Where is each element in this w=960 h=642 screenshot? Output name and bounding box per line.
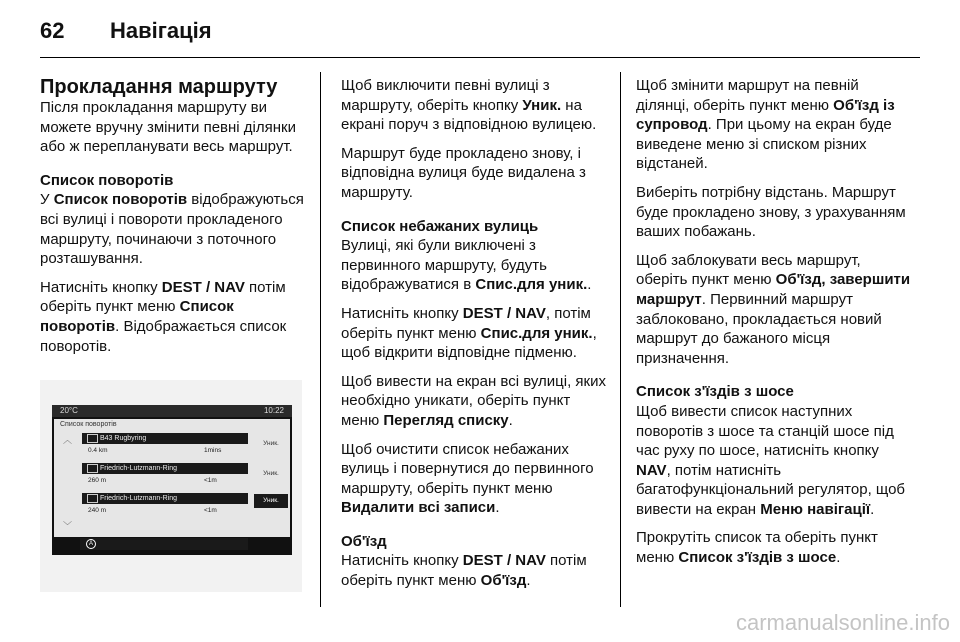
turn-row-name[interactable]: Friedrich-Lutzmann-Ring [82,493,248,504]
paragraph: Маршрут буде прокладено знову, і відповідна вулиця буде видалена з маршруту. [341,144,586,201]
paragraph: Щоб змінити маршрут на певній ділянці, оберіть пункт меню Об'їзд із супровод. При цьому на екран буде виведене меню зі списком різних відстаней. [636,77,895,173]
turn-time: <1m [204,477,217,484]
paragraph: Щоб вивести список наступних поворотів з шосе та станцій шосе під час руху по шосе, натисніть кнопку NAV, потім натисніть багатофункціональний регулятор, щоб вивести на екран Меню навігації. [636,402,906,518]
paragraph: Щоб вивести на екран всі вулиці, яких необхідно уникати, оберіть пункт меню Перегляд списку. [341,372,606,429]
chevron-up-icon[interactable]: ︿ [63,435,73,445]
infotainment-screen [52,405,292,555]
column-2 [341,76,609,591]
column-1 [40,76,305,356]
turn-row-name[interactable]: B43 Rugbyring [82,433,248,444]
page-header [40,18,212,44]
chevron-down-icon[interactable]: ﹀ [63,521,73,531]
paragraph: Вулиці, які були виключені з первинного маршруту, будуть відображуватися в Спис.для уник.. [341,237,592,294]
paragraph: Щоб виключити певні вулиці з маршруту, оберіть кнопку Уник. на екрані поруч з відповідною вулицею. [341,77,597,134]
section-heading: Прокладання маршруту [40,76,278,98]
temperature: 20°C [60,406,78,415]
turn-time: 1mins [204,447,222,454]
watermark: carmanualsonline.info [735,610,950,635]
turn-distance: 0.4 km [88,447,108,454]
turn-distance: 260 m [88,477,107,484]
paragraph: Натисніть кнопку DEST / NAV, потім оберіть пункт меню Спис.для уник., щоб відкрити відповідне підменю. [341,304,597,362]
paragraph: Щоб очистити список небажаних вулиць і повернутися до первинного маршруту, оберіть пункт меню Видалити всі записи. [341,440,594,517]
turn-time: <1m [204,507,217,514]
turn-list-screenshot [40,380,302,592]
column-divider [620,72,621,607]
avoid-button-selected[interactable]: Уник. [254,494,288,508]
subheading-exit-list: Список з'їздів з шосе [636,383,794,401]
paragraph: Натисніть кнопку DEST / NAV потім оберіть пункт меню Об'їзд. [341,552,587,590]
clock: 10:22 [263,406,284,415]
turn-arrow-icon [87,464,98,473]
turn-arrow-icon [87,434,98,443]
subheading-avoid-list: Список небажаних вулиць [341,217,539,235]
turn-distance: 240 m [88,507,107,514]
bottom-bar [80,538,248,550]
turn-row-name[interactable]: Friedrich-Lutzmann-Ring [82,463,248,474]
paragraph: Виберіть потрібну відстань. Маршрут буде прокладено знову, з урахуванням ваших побажань. [636,183,906,241]
subheading-detour: Об'їзд [341,532,387,550]
paragraph: Щоб заблокувати весь маршрут, оберіть пункт меню Об'їзд, завершити маршрут. Первинний маршрут заблоковано, прокладається новий маршрут до бажаного місця призначення. [636,251,911,367]
page-number: 62 [40,18,65,43]
page-title: Навігація [110,18,212,43]
column-divider [320,72,321,607]
column-3 [636,76,911,568]
turn-list-panel [54,419,290,537]
avoid-button[interactable]: Уник. [263,470,279,477]
paragraph: У Список поворотів відображуються всі вулиці і повороти прокладеного маршруту, починаючи з поточного розташування. [40,191,304,268]
header-rule [40,57,920,58]
paragraph: Прокрутіть список та оберіть пункт меню Список з'їздів з шосе. [636,529,878,567]
a-icon: A [86,539,96,549]
avoid-button[interactable]: Уник. [263,440,279,447]
paragraph: Натисніть кнопку DEST / NAV потім оберіть пункт меню Список поворотів. Відображається список поворотів. [40,278,287,355]
status-bar [52,405,292,417]
subheading-turn-list: Список поворотів [40,171,174,189]
intro-paragraph: Після прокладання маршруту ви можете вручну змінити певні ділянки або ж перепланувати весь маршрут. [40,99,296,156]
list-title: Список поворотів [60,421,117,428]
turn-arrow-icon [87,494,98,503]
